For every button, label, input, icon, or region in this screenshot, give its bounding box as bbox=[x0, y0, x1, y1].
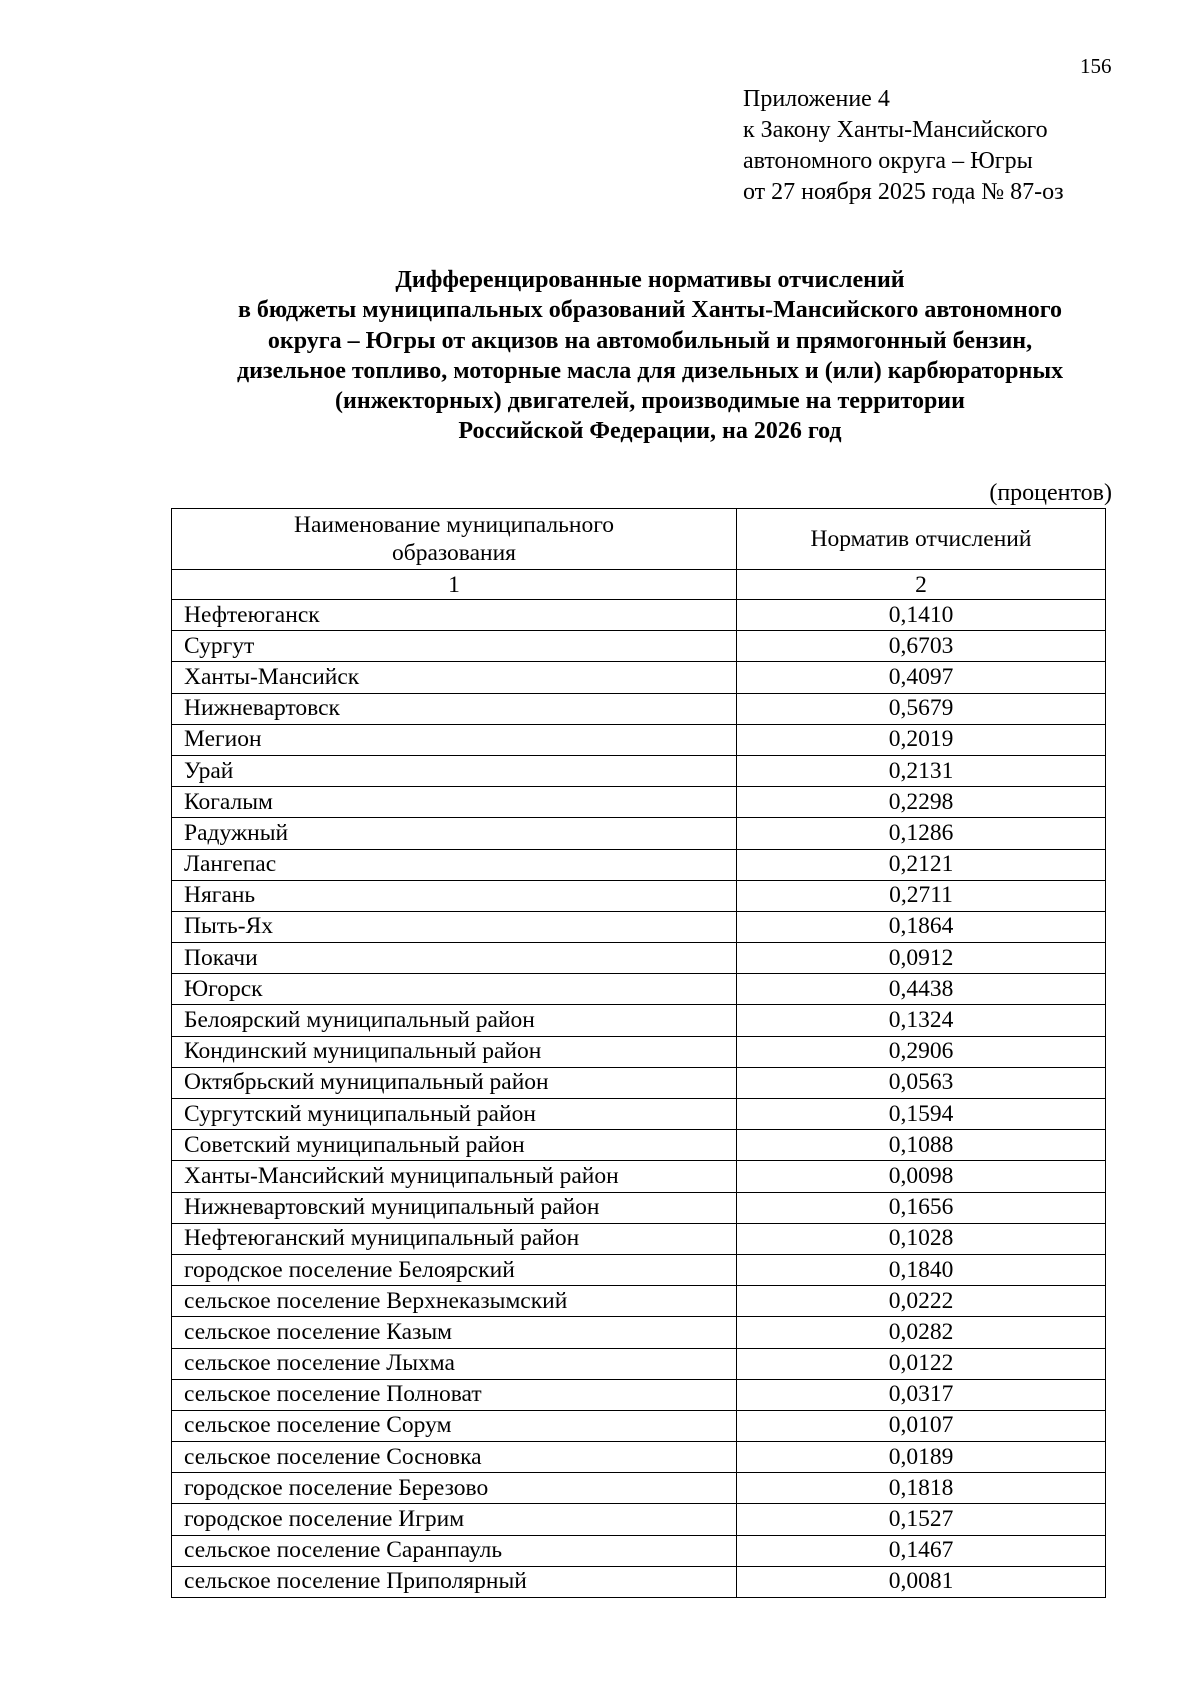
norm-value: 0,0098 bbox=[737, 1161, 1106, 1192]
norm-value: 0,1840 bbox=[737, 1254, 1106, 1285]
table-row bbox=[172, 1504, 1106, 1535]
title-line: округа – Югры от акцизов на автомобильный и прямогонный бензин, bbox=[267, 327, 1033, 354]
municipality-name: Октябрьский муниципальный район bbox=[172, 1067, 737, 1098]
municipality-name: сельское поселение Саранпауль bbox=[172, 1535, 737, 1566]
municipality-name: Когалым bbox=[172, 787, 737, 818]
norm-value: 0,1324 bbox=[737, 1005, 1106, 1036]
table-row bbox=[172, 1192, 1106, 1223]
title-line: в бюджеты муниципальных образований Ханты-Мансийского автономного bbox=[237, 297, 1063, 324]
norm-value: 0,2121 bbox=[737, 849, 1106, 880]
municipality-name: Нижневартовск bbox=[172, 693, 737, 724]
municipality-name: сельское поселение Сорум bbox=[172, 1410, 737, 1441]
norm-value: 0,0563 bbox=[737, 1067, 1106, 1098]
municipality-name: Сургут bbox=[172, 631, 737, 662]
municipality-name: Радужный bbox=[172, 818, 737, 849]
table-row bbox=[172, 849, 1106, 880]
table-row bbox=[172, 943, 1106, 974]
table-row bbox=[172, 1473, 1106, 1504]
norm-value: 0,1594 bbox=[737, 1099, 1106, 1130]
municipality-name: сельское поселение Сосновка bbox=[172, 1442, 737, 1473]
norm-value: 0,0317 bbox=[737, 1379, 1106, 1410]
municipality-name: Лангепас bbox=[172, 849, 737, 880]
municipality-name: сельское поселение Приполярный bbox=[172, 1566, 737, 1597]
norm-value: 0,1527 bbox=[737, 1504, 1106, 1535]
norm-value: 0,0912 bbox=[737, 943, 1106, 974]
title-line: Российской Федерации, на 2026 год bbox=[458, 418, 842, 445]
table-row bbox=[172, 724, 1106, 755]
norm-value: 0,2131 bbox=[737, 755, 1106, 786]
table-row bbox=[172, 1566, 1106, 1597]
norm-value: 0,5679 bbox=[737, 693, 1106, 724]
municipality-name: Сургутский муниципальный район bbox=[172, 1099, 737, 1130]
norm-value: 0,0122 bbox=[737, 1348, 1106, 1379]
municipality-name: Нефтеюганск bbox=[172, 600, 737, 631]
municipality-name: Ханты-Мансийск bbox=[172, 662, 737, 693]
approval-line: Приложение 4 bbox=[743, 86, 890, 112]
table-row bbox=[172, 880, 1106, 911]
norm-value: 0,1410 bbox=[737, 600, 1106, 631]
column-header-line: Наименование муниципального bbox=[294, 512, 614, 538]
norm-value: 0,6703 bbox=[737, 631, 1106, 662]
table-row bbox=[172, 1036, 1106, 1067]
norm-value: 0,1467 bbox=[737, 1535, 1106, 1566]
norm-value: 0,1656 bbox=[737, 1192, 1106, 1223]
norm-value: 0,0081 bbox=[737, 1566, 1106, 1597]
table-row bbox=[172, 1254, 1106, 1285]
municipality-name: Мегион bbox=[172, 724, 737, 755]
municipality-name: Нефтеюганский муниципальный район bbox=[172, 1223, 737, 1254]
table-row bbox=[172, 631, 1106, 662]
municipality-name: городское поселение Березово bbox=[172, 1473, 737, 1504]
norms-table bbox=[171, 508, 1106, 1598]
municipality-name: Пыть-Ях bbox=[172, 911, 737, 942]
table-row bbox=[172, 818, 1106, 849]
municipality-name: сельское поселение Лыхма bbox=[172, 1348, 737, 1379]
norm-value: 0,1028 bbox=[737, 1223, 1106, 1254]
municipality-name: Кондинский муниципальный район bbox=[172, 1036, 737, 1067]
norm-value: 0,2019 bbox=[737, 724, 1106, 755]
approval-line: к Закону Ханты-Мансийского bbox=[743, 117, 1048, 143]
municipality-name: Ханты-Мансийский муниципальный район bbox=[172, 1161, 737, 1192]
norm-value: 0,4097 bbox=[737, 662, 1106, 693]
table-row bbox=[172, 1348, 1106, 1379]
municipality-name: городское поселение Белоярский bbox=[172, 1254, 737, 1285]
title-line: Дифференцированные нормативы отчислений bbox=[395, 267, 905, 293]
table-row bbox=[172, 911, 1106, 942]
norm-value: 0,2711 bbox=[737, 880, 1106, 911]
table-row bbox=[172, 1286, 1106, 1317]
table-body bbox=[172, 600, 1106, 1598]
municipality-name: Покачи bbox=[172, 943, 737, 974]
column-number-row bbox=[172, 570, 1106, 600]
table-row bbox=[172, 1067, 1106, 1098]
table-row bbox=[172, 1410, 1106, 1441]
table-header-row bbox=[172, 509, 1106, 570]
table-row bbox=[172, 693, 1106, 724]
table-row bbox=[172, 662, 1106, 693]
municipality-name: городское поселение Игрим bbox=[172, 1504, 737, 1535]
norm-value: 0,1088 bbox=[737, 1130, 1106, 1161]
table-row bbox=[172, 1161, 1106, 1192]
table-row bbox=[172, 1099, 1106, 1130]
title-line: дизельное топливо, моторные масла для дизельных и (или) карбюраторных bbox=[236, 357, 1064, 384]
approval-line: автономного округа – Югры bbox=[743, 148, 1033, 174]
norm-value: 0,0282 bbox=[737, 1317, 1106, 1348]
municipality-name: Нижневартовский муниципальный район bbox=[172, 1192, 737, 1223]
title-line: (инжекторных) двигателей, производимые на территории bbox=[335, 388, 965, 415]
table-row bbox=[172, 755, 1106, 786]
column-header-norm: Норматив отчислений bbox=[737, 509, 1106, 570]
norm-value: 0,1818 bbox=[737, 1473, 1106, 1504]
table-row bbox=[172, 600, 1106, 631]
table-row bbox=[172, 1005, 1106, 1036]
municipality-name: Советский муниципальный район bbox=[172, 1130, 737, 1161]
municipality-name: сельское поселение Казым bbox=[172, 1317, 737, 1348]
table-row bbox=[172, 1379, 1106, 1410]
municipality-name: Белоярский муниципальный район bbox=[172, 1005, 737, 1036]
page-number: 156 bbox=[1080, 54, 1112, 78]
approval-block bbox=[743, 84, 1163, 208]
column-number: 2 bbox=[737, 570, 1106, 600]
table-row bbox=[172, 1223, 1106, 1254]
column-header-line: образования bbox=[392, 540, 516, 566]
table-row bbox=[172, 1442, 1106, 1473]
units-label: (процентов) bbox=[989, 480, 1112, 506]
table-row bbox=[172, 1317, 1106, 1348]
norm-value: 0,0222 bbox=[737, 1286, 1106, 1317]
norm-value: 0,2298 bbox=[737, 787, 1106, 818]
municipality-name: Урай bbox=[172, 755, 737, 786]
municipality-name: Югорск bbox=[172, 974, 737, 1005]
municipality-name: сельское поселение Полноват bbox=[172, 1379, 737, 1410]
column-number: 1 bbox=[172, 570, 737, 600]
approval-line: от 27 ноября 2025 года № 87-оз bbox=[743, 179, 1064, 205]
municipality-name: сельское поселение Верхнеказымский bbox=[172, 1286, 737, 1317]
table-row bbox=[172, 1130, 1106, 1161]
document-title bbox=[100, 265, 1200, 447]
table-row bbox=[172, 787, 1106, 818]
norm-value: 0,1864 bbox=[737, 911, 1106, 942]
norm-value: 0,0189 bbox=[737, 1442, 1106, 1473]
norm-value: 0,2906 bbox=[737, 1036, 1106, 1067]
municipality-name: Нягань bbox=[172, 880, 737, 911]
column-header-name bbox=[172, 509, 737, 570]
table-row bbox=[172, 1535, 1106, 1566]
norm-value: 0,1286 bbox=[737, 818, 1106, 849]
norm-value: 0,4438 bbox=[737, 974, 1106, 1005]
table-row bbox=[172, 974, 1106, 1005]
norm-value: 0,0107 bbox=[737, 1410, 1106, 1441]
